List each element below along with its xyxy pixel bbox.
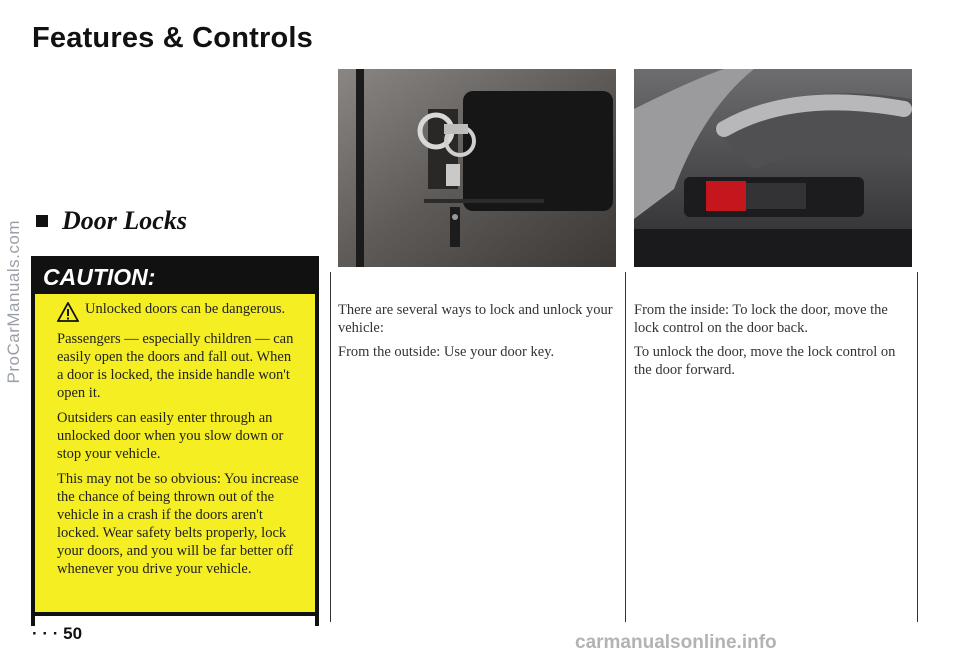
page-title: Features & Controls bbox=[32, 22, 313, 54]
door-key-photo bbox=[338, 69, 616, 267]
section-title: Door Locks bbox=[62, 206, 187, 235]
caution-paragraph: Passengers — especially children — can easily open the doors and fall out. When a door is locked, the inside handle won't open it. bbox=[57, 331, 294, 401]
warning-triangle-icon bbox=[57, 302, 79, 322]
caution-heading: CAUTION: bbox=[35, 260, 315, 294]
page-number-value: 50 bbox=[63, 624, 83, 643]
page-number bbox=[32, 624, 82, 644]
caution-rule-right bbox=[315, 616, 319, 626]
column-divider-mid-right bbox=[625, 272, 626, 622]
section-heading bbox=[36, 206, 187, 236]
caution-paragraph: Outsiders can easily enter through an unlocked door when you slow down or stop your vehicle. bbox=[57, 410, 284, 462]
column-divider-mid-left bbox=[330, 272, 331, 622]
middle-column-text bbox=[338, 301, 623, 367]
bottom-watermark: carmanualsonline.info bbox=[575, 632, 777, 653]
interior-lock-photo-graphic bbox=[634, 69, 912, 267]
caution-paragraph: This may not be so obvious: You increase the chance of being thrown out of the vehicle in a crash if the doors aren't locked. Wear safety belts properly, lock your doors, and you will be far better off whenever you drive your vehicle. bbox=[57, 471, 299, 577]
caution-box bbox=[31, 256, 319, 616]
right-column-text bbox=[634, 301, 914, 385]
right-paragraph: From the inside: To lock the door, move the lock control on the door back. bbox=[634, 302, 888, 336]
column-divider-right bbox=[917, 272, 918, 622]
page-dots: · · · bbox=[32, 624, 59, 643]
interior-lock-photo bbox=[634, 69, 912, 267]
right-paragraph: To unlock the door, move the lock control on the door forward. bbox=[634, 344, 896, 378]
side-watermark: ProCarManuals.com bbox=[4, 220, 23, 384]
square-bullet-icon bbox=[36, 215, 48, 227]
caution-lead-row bbox=[57, 300, 301, 322]
caution-body bbox=[35, 294, 315, 578]
caution-lead: Unlocked doors can be dangerous. bbox=[85, 301, 286, 317]
middle-paragraph: From the outside: Use your door key. bbox=[338, 344, 555, 360]
door-key-photo-graphic bbox=[338, 69, 616, 267]
middle-paragraph: There are several ways to lock and unlock your vehicle: bbox=[338, 302, 613, 336]
